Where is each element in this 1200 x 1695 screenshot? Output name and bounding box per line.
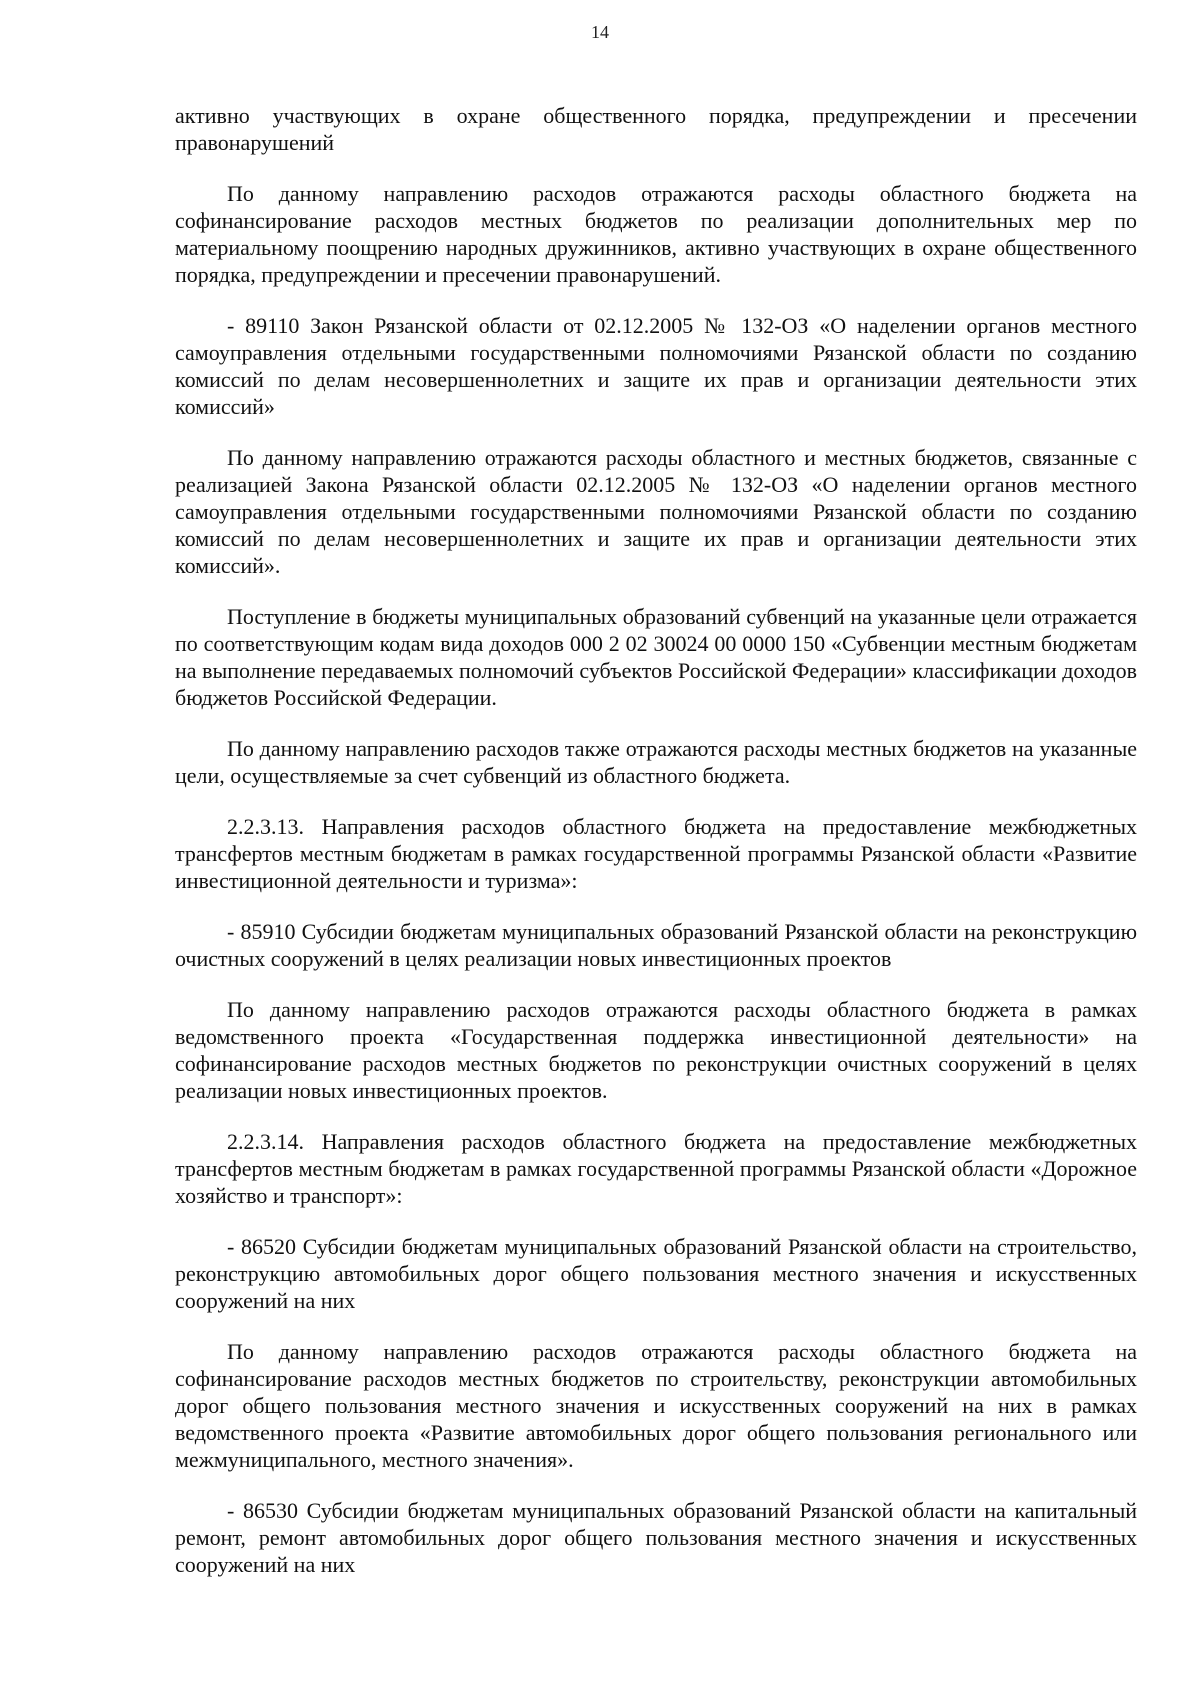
- section-heading-paragraph: 2.2.3.13. Направления расходов областного бюджета на предоставление межбюджетных трансфертов местным бюджетам в рамках государственной программы Рязанской области «Развитие инвестиционной деятельности и туризма»:: [175, 814, 1137, 893]
- list-item-paragraph: - 86520 Субсидии бюджетам муниципальных образований Рязанской области на строительство, реконструкцию автомобильных дорог общего пользования местного значения и искусственных сооружений на них: [175, 1234, 1137, 1313]
- list-item-paragraph: - 86530 Субсидии бюджетам муниципальных образований Рязанской области на капитальный ремонт, ремонт автомобильных дорог общего пользования местного значения и искусственных сооружений на них: [175, 1498, 1137, 1577]
- document-body: [175, 102, 1137, 1602]
- paragraph: Поступление в бюджеты муниципальных образований субвенций на указанные цели отражается по соответствующим кодам вида доходов 000 2 02 30024 00 0000 150 «Субвенции местным бюджетам на выполнение передаваемых полномочий субъектов Российской Федерации» классификации доходов бюджетов Российской Федерации.: [175, 604, 1137, 710]
- paragraph-continuation: активно участвующих в охране общественного порядка, предупреждении и пресечении правонарушений: [175, 103, 1137, 155]
- paragraph: По данному направлению отражаются расходы областного и местных бюджетов, связанные с реализацией Закона Рязанской области 02.12.2005 № 132-ОЗ «О наделении органов местного самоуправления отдельными государственными полномочиями Рязанской области по созданию комиссий по делам несовершеннолетних и защите их прав и организации деятельности этих комиссий».: [175, 445, 1137, 578]
- paragraph: По данному направлению расходов отражаются расходы областного бюджета на софинансирование расходов местных бюджетов по реализации дополнительных мер по материальному поощрению народных дружинников, активно участвующих в охране общественного порядка, предупреждении и пресечении правонарушений.: [175, 181, 1137, 287]
- paragraph: По данному направлению расходов отражаются расходы областного бюджета в рамках ведомственного проекта «Государственная поддержка инвестиционной деятельности» на софинансирование расходов местных бюджетов по реконструкции очистных сооружений в целях реализации новых инвестиционных проектов.: [175, 997, 1137, 1103]
- list-item-paragraph: - 89110 Закон Рязанской области от 02.12.2005 № 132-ОЗ «О наделении органов местного самоуправления отдельными государственными полномочиями Рязанской области по созданию комиссий по делам несовершеннолетних и защите их прав и организации деятельности этих комиссий»: [175, 313, 1137, 419]
- section-heading-paragraph: 2.2.3.14. Направления расходов областного бюджета на предоставление межбюджетных трансфертов местным бюджетам в рамках государственной программы Рязанской области «Дорожное хозяйство и транспорт»:: [175, 1129, 1137, 1208]
- list-item-paragraph: - 85910 Субсидии бюджетам муниципальных образований Рязанской области на реконструкцию очистных сооружений в целях реализации новых инвестиционных проектов: [175, 919, 1137, 971]
- paragraph: По данному направлению расходов также отражаются расходы местных бюджетов на указанные цели, осуществляемые за счет субвенций из областного бюджета.: [175, 736, 1137, 788]
- paragraph: По данному направлению расходов отражаются расходы областного бюджета на софинансирование расходов местных бюджетов по строительству, реконструкции автомобильных дорог общего пользования местного значения и искусственных сооружений на них в рамках ведомственного проекта «Развитие автомобильных дорог общего пользования регионального или межмуниципального, местного значения».: [175, 1339, 1137, 1472]
- page-number: 14: [591, 22, 609, 42]
